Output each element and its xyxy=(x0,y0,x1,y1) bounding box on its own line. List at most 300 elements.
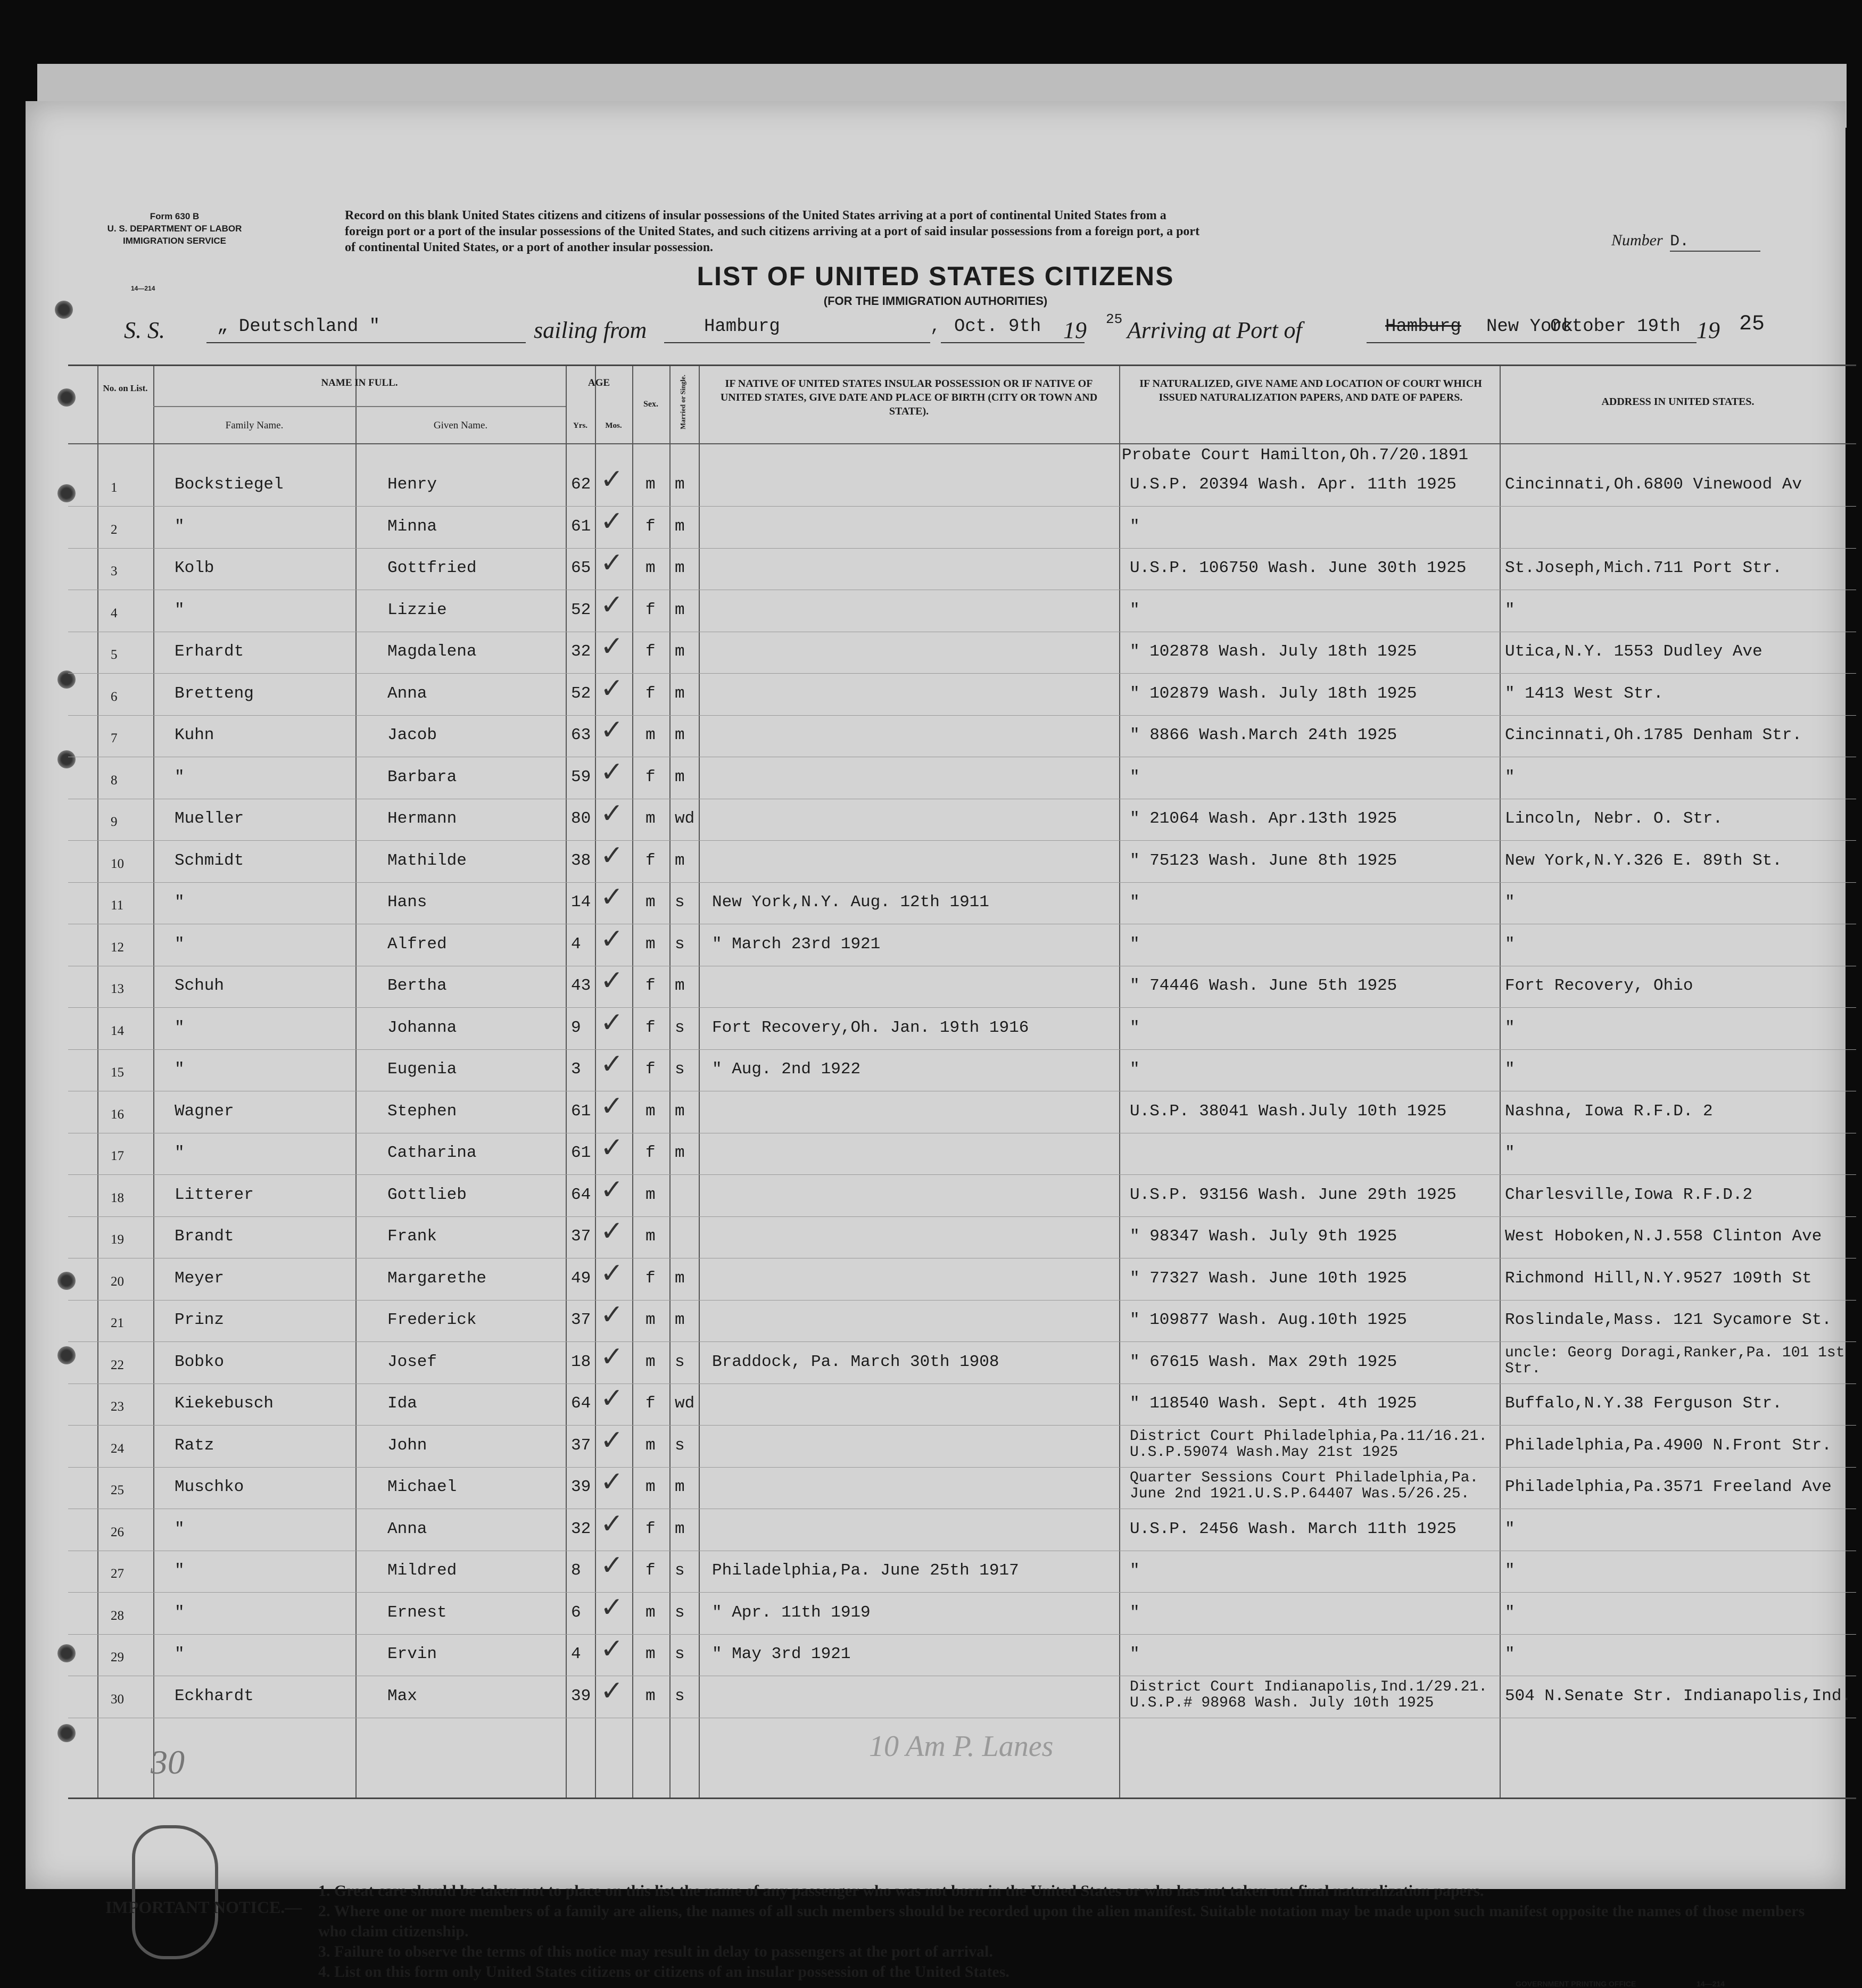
check-mark-icon: ✓ xyxy=(600,1466,624,1498)
us-address: " xyxy=(1505,1645,1515,1663)
given-name: Mathilde xyxy=(387,851,467,870)
us-address: Cincinnati,Oh.6800 Vinewood Av xyxy=(1505,475,1802,494)
notice-item: 3. Failure to observe the terms of this notice may result in delay to passengers at the port of arrival. xyxy=(318,1943,993,1960)
notice-heading: IMPORTANT NOTICE.— xyxy=(105,1898,302,1917)
given-name: Minna xyxy=(387,517,437,536)
row-number: 12 xyxy=(111,940,124,955)
arriving-label: Arriving at Port of xyxy=(1127,317,1302,343)
marital-status: s xyxy=(675,1060,685,1079)
table-row xyxy=(68,465,1856,507)
handwritten-note: 10 Am P. Lanes xyxy=(869,1730,1054,1763)
form-number: Form 630 B xyxy=(150,211,200,221)
family-name: Kolb xyxy=(175,559,214,577)
marital-status: wd xyxy=(675,1394,695,1413)
pre-row-note: Probate Court Hamilton,Oh.7/20.1891 xyxy=(1122,446,1469,465)
header-address: ADDRESS IN UNITED STATES. xyxy=(1601,396,1755,408)
check-mark-icon: ✓ xyxy=(600,505,624,537)
us-address: 504 N.Senate Str. Indianapolis,Ind. xyxy=(1505,1686,1852,1705)
naturalization: " 74446 Wash. June 5th 1925 xyxy=(1130,976,1397,995)
row-number: 6 xyxy=(111,689,118,704)
table-row xyxy=(68,1258,1856,1301)
given-name: Hans xyxy=(387,893,427,912)
table-row xyxy=(68,1216,1856,1258)
sex: m xyxy=(646,475,656,494)
sex: f xyxy=(646,976,656,995)
given-name: Anna xyxy=(387,1519,427,1538)
sex: m xyxy=(646,1645,656,1663)
sex: m xyxy=(646,1603,656,1622)
year-from: 25 xyxy=(1106,311,1123,327)
printer-imprint: GOVERNMENT PRINTING OFFICE xyxy=(1516,1979,1636,1988)
family-name: Erhardt xyxy=(175,642,244,661)
row-number: 21 xyxy=(111,1316,124,1330)
age-years: 80 xyxy=(571,809,591,828)
age-years: 4 xyxy=(571,934,581,954)
sex: f xyxy=(646,1561,656,1580)
naturalization: U.S.P. 106750 Wash. June 30th 1925 xyxy=(1130,559,1467,577)
check-mark-icon: ✓ xyxy=(600,463,624,495)
check-mark-icon: ✓ xyxy=(600,756,624,788)
struck-port: Hamburg xyxy=(1385,317,1461,337)
check-mark-icon: ✓ xyxy=(600,589,624,621)
check-mark-icon: ✓ xyxy=(600,1048,624,1080)
naturalization: " xyxy=(1130,600,1140,619)
age-years: 61 xyxy=(571,517,591,536)
passenger-table xyxy=(68,365,1856,1799)
us-address: Utica,N.Y. 1553 Dudley Ave xyxy=(1505,642,1762,661)
marital-status: m xyxy=(675,559,685,577)
us-address: Nashna, Iowa R.F.D. 2 xyxy=(1505,1101,1713,1121)
us-address: " xyxy=(1505,1519,1515,1538)
comma: , xyxy=(930,317,941,336)
age-years: 37 xyxy=(571,1311,591,1329)
table-row xyxy=(68,674,1856,716)
naturalization: " 118540 Wash. Sept. 4th 1925 xyxy=(1130,1394,1417,1413)
row-number: 24 xyxy=(111,1441,124,1456)
check-mark-icon: ✓ xyxy=(600,1215,624,1247)
table-row xyxy=(68,882,1856,924)
rule xyxy=(206,342,526,343)
family-name: Bobko xyxy=(175,1352,225,1371)
marital-status: m xyxy=(675,642,685,661)
family-name: Meyer xyxy=(175,1269,225,1288)
family-name: " xyxy=(175,1645,185,1663)
port-to: New York xyxy=(1486,317,1574,337)
age-years: 61 xyxy=(571,1101,591,1121)
row-number: 22 xyxy=(111,1357,124,1372)
table-row xyxy=(68,841,1856,883)
given-name: John xyxy=(387,1436,427,1455)
us-address: St.Joseph,Mich.711 Port Str. xyxy=(1505,559,1782,577)
family-name: Litterer xyxy=(175,1185,254,1204)
row-number: 15 xyxy=(111,1065,124,1080)
ship-name: „ Deutschland " xyxy=(217,317,380,337)
age-years: 4 xyxy=(571,1645,581,1663)
given-name: Frank xyxy=(387,1227,437,1246)
given-name: Mildred xyxy=(387,1561,457,1580)
page-subtitle: (FOR THE IMMIGRATION AUTHORITIES) xyxy=(823,294,1048,308)
sex: m xyxy=(646,809,656,828)
check-mark-icon: ✓ xyxy=(600,672,624,705)
marital-status: s xyxy=(675,1645,685,1663)
birth-place-date: New York,N.Y. Aug. 12th 1911 xyxy=(712,893,989,912)
check-mark-icon: ✓ xyxy=(600,714,624,746)
age-years: 59 xyxy=(571,767,591,786)
us-address: " xyxy=(1505,1060,1515,1079)
family-name: Muschko xyxy=(175,1478,244,1496)
marital-status: s xyxy=(675,1352,685,1371)
sex: m xyxy=(646,893,656,912)
marital-status: s xyxy=(675,893,685,912)
department: U. S. DEPARTMENT OF LABOR xyxy=(107,223,242,234)
age-years: 32 xyxy=(571,1519,591,1538)
given-name: Stephen xyxy=(387,1101,457,1121)
row-number: 16 xyxy=(111,1107,124,1122)
ss-label: S. S. xyxy=(124,317,165,343)
header-birth: IF NATIVE OF UNITED STATES INSULAR POSSESSION OR IF NATIVE OF UNITED STATES, GIVE DATE AND PLACE OF BIRTH (CITY OR TOWN AND STATE). xyxy=(720,378,1098,417)
sex: f xyxy=(646,600,656,619)
table-row xyxy=(68,632,1856,674)
us-address: " xyxy=(1505,934,1515,954)
notice-item: 2. Where one or more members of a family are aliens, the names of all such members should be recorded upon the alien manifest. Suitable notation may be made upon such manifest opposite the names of those members who claim citizenship. xyxy=(318,1902,1805,1940)
check-mark-icon: ✓ xyxy=(600,798,624,830)
birth-place-date: Fort Recovery,Oh. Jan. 19th 1916 xyxy=(712,1018,1029,1037)
row-number: 25 xyxy=(111,1483,124,1497)
marital-status: s xyxy=(675,1603,685,1622)
sex: m xyxy=(646,1227,656,1246)
check-mark-icon: ✓ xyxy=(600,1675,624,1707)
sex: f xyxy=(646,1394,656,1413)
naturalization: " 102879 Wash. July 18th 1925 xyxy=(1130,684,1417,703)
sex: m xyxy=(646,1185,656,1204)
naturalization: " 102878 Wash. July 18th 1925 xyxy=(1130,642,1417,661)
naturalization: U.S.P. 2456 Wash. March 11th 1925 xyxy=(1130,1519,1457,1538)
marital-status: m xyxy=(675,517,685,536)
family-name: Eckhardt xyxy=(175,1686,254,1705)
sex: m xyxy=(646,934,656,954)
us-address: Philadelphia,Pa.3571 Freeland Ave xyxy=(1505,1478,1832,1496)
table-row xyxy=(68,966,1856,1008)
naturalization: " xyxy=(1130,1060,1140,1079)
naturalization: " 75123 Wash. June 8th 1925 xyxy=(1130,851,1397,870)
row-number: 20 xyxy=(111,1274,124,1289)
birth-place-date: " March 23rd 1921 xyxy=(712,934,881,954)
table-row xyxy=(68,1551,1856,1593)
birth-place-date: " Aug. 2nd 1922 xyxy=(712,1060,861,1079)
us-address: Cincinnati,Oh.1785 Denham Str. xyxy=(1505,726,1802,744)
row-number: 5 xyxy=(111,648,118,662)
sex: m xyxy=(646,559,656,577)
naturalization: " xyxy=(1130,1561,1140,1580)
marital-status: m xyxy=(675,684,685,703)
row-number: 11 xyxy=(111,898,124,913)
naturalization: " xyxy=(1130,934,1140,954)
header-given: Given Name. xyxy=(433,420,488,431)
us-address: Lincoln, Nebr. O. Str. xyxy=(1505,809,1723,828)
marital-status: m xyxy=(675,1144,685,1162)
marital-status: wd xyxy=(675,809,695,828)
sex: f xyxy=(646,1519,656,1538)
table-row xyxy=(68,1091,1856,1133)
sex: f xyxy=(646,642,656,661)
check-mark-icon: ✓ xyxy=(600,1507,624,1540)
naturalization: " 8866 Wash.March 24th 1925 xyxy=(1130,726,1397,744)
naturalization: " xyxy=(1130,1018,1140,1037)
date-from: Oct. 9th xyxy=(954,317,1041,337)
us-address: " xyxy=(1505,1561,1515,1580)
header-naturalized: IF NATURALIZED, GIVE NAME AND LOCATION OF COURT WHICH ISSUED NATURALIZATION PAPERS, AND DATE OF PAPERS. xyxy=(1139,378,1482,403)
check-mark-icon: ✓ xyxy=(600,1132,624,1164)
row-number: 29 xyxy=(111,1650,124,1664)
us-address: Roslindale,Mass. 121 Sycamore St. xyxy=(1505,1311,1832,1329)
sex: f xyxy=(646,1269,656,1288)
naturalization: " 21064 Wash. Apr.13th 1925 xyxy=(1130,809,1397,828)
manifest-sheet xyxy=(26,101,1852,1988)
check-mark-icon: ✓ xyxy=(600,1006,624,1039)
table-row xyxy=(68,924,1856,966)
marital-status: m xyxy=(675,767,685,786)
check-mark-icon: ✓ xyxy=(600,631,624,662)
row-number: 18 xyxy=(111,1190,124,1205)
family-name: Mueller xyxy=(175,809,244,828)
age-years: 32 xyxy=(571,642,591,661)
row-number: 27 xyxy=(111,1567,124,1581)
age-years: 39 xyxy=(571,1478,591,1496)
given-name: Catharina xyxy=(387,1144,477,1162)
age-years: 65 xyxy=(571,559,591,577)
us-address: Fort Recovery, Ohio xyxy=(1505,976,1693,995)
marital-status: m xyxy=(675,600,685,619)
age-years: 52 xyxy=(571,600,591,619)
header-sex: Sex. xyxy=(643,400,658,409)
sex: m xyxy=(646,1101,656,1121)
row-number: 7 xyxy=(111,731,118,746)
naturalization: " xyxy=(1130,767,1140,786)
us-address: " xyxy=(1505,600,1515,619)
given-name: Alfred xyxy=(387,934,447,954)
row-number: 14 xyxy=(111,1023,124,1038)
rule xyxy=(1547,342,1697,343)
age-years: 14 xyxy=(571,893,591,912)
row-number: 3 xyxy=(111,564,118,578)
marital-status: m xyxy=(675,1478,685,1496)
age-years: 64 xyxy=(571,1394,591,1413)
sex: m xyxy=(646,1352,656,1371)
header-age: AGE xyxy=(587,377,610,388)
family-name: " xyxy=(175,1018,185,1037)
us-address: " xyxy=(1505,1144,1515,1162)
table-row xyxy=(68,1342,1856,1384)
given-name: Lizzie xyxy=(387,600,447,619)
record-line: of continental United States, or a port of another insular possession. xyxy=(345,241,714,254)
naturalization: " 98347 Wash. July 9th 1925 xyxy=(1130,1227,1397,1246)
us-address: " xyxy=(1505,1018,1515,1037)
sex: f xyxy=(646,767,656,786)
table-row xyxy=(68,1593,1856,1635)
naturalization: U.S.P. 93156 Wash. June 29th 1925 xyxy=(1130,1185,1457,1204)
sex: m xyxy=(646,1311,656,1329)
form-identity xyxy=(84,210,265,247)
number-field xyxy=(1611,231,1760,252)
family-name: " xyxy=(175,1060,185,1079)
given-name: Bertha xyxy=(387,976,447,995)
table-row xyxy=(68,1384,1856,1426)
us-address: Buffalo,N.Y.38 Ferguson Str. xyxy=(1505,1394,1782,1413)
number-value: D. xyxy=(1670,233,1760,252)
table-row xyxy=(68,1300,1856,1342)
sailing-label: sailing from xyxy=(534,317,647,343)
us-address: New York,N.Y.326 E. 89th St. xyxy=(1505,851,1782,870)
marital-status: m xyxy=(675,851,685,870)
sex: f xyxy=(646,684,656,703)
sex: f xyxy=(646,1144,656,1162)
row-number: 28 xyxy=(111,1608,124,1623)
age-years: 64 xyxy=(571,1185,591,1204)
sex: m xyxy=(646,1478,656,1496)
family-name: Schuh xyxy=(175,976,225,995)
given-name: Ervin xyxy=(387,1645,437,1663)
naturalization: " 77327 Wash. June 10th 1925 xyxy=(1130,1269,1407,1288)
header-no: No. on List. xyxy=(103,383,148,393)
check-mark-icon: ✓ xyxy=(600,1382,624,1414)
row-number: 19 xyxy=(111,1232,124,1247)
us-address: uncle: Georg Doragi,Ranker,Pa. 101 1st Str. xyxy=(1505,1344,1845,1377)
row-number: 13 xyxy=(111,982,124,996)
given-name: Eugenia xyxy=(387,1060,457,1079)
given-name: Barbara xyxy=(387,767,457,786)
age-years: 63 xyxy=(571,726,591,744)
age-years: 37 xyxy=(571,1227,591,1246)
marital-status: m xyxy=(675,976,685,995)
age-years: 18 xyxy=(571,1352,591,1371)
notice-item: 4. List on this form only United States citizens or citizens of an insular possession of the United States. xyxy=(318,1963,1009,1981)
handwritten-total: 30 xyxy=(151,1743,185,1781)
footer-code: 14—214 xyxy=(1697,1979,1725,1988)
check-mark-icon: ✓ xyxy=(600,1424,624,1456)
table-row xyxy=(68,799,1856,841)
row-number: 26 xyxy=(111,1525,124,1539)
table-row xyxy=(68,1634,1856,1676)
header-yrs: Yrs. xyxy=(573,421,588,430)
sex: f xyxy=(646,851,656,870)
check-mark-icon: ✓ xyxy=(600,1090,624,1122)
check-mark-icon: ✓ xyxy=(600,923,624,955)
naturalization: " xyxy=(1130,893,1140,912)
age-years: 6 xyxy=(571,1603,581,1622)
year-prefix: 19 xyxy=(1697,317,1720,343)
row-number: 8 xyxy=(111,773,118,788)
naturalization: " xyxy=(1130,517,1140,536)
page-title: LIST OF UNITED STATES CITIZENS xyxy=(697,261,1174,291)
us-address: " xyxy=(1505,1603,1515,1622)
given-name: Frederick xyxy=(387,1311,477,1329)
family-name: Ratz xyxy=(175,1436,214,1455)
table-row xyxy=(68,1133,1856,1175)
marital-status: m xyxy=(675,1519,685,1538)
marital-status: m xyxy=(675,1269,685,1288)
marital-status: s xyxy=(675,1561,685,1580)
table-row xyxy=(68,548,1856,590)
family-name: Kuhn xyxy=(175,726,214,744)
sex: f xyxy=(646,1018,656,1037)
given-name: Michael xyxy=(387,1478,457,1496)
us-address: " xyxy=(1505,893,1515,912)
family-name: Prinz xyxy=(175,1311,225,1329)
us-address: " xyxy=(1505,767,1515,786)
birth-place-date: " Apr. 11th 1919 xyxy=(712,1603,871,1622)
check-mark-icon: ✓ xyxy=(600,1340,624,1373)
row-number: 1 xyxy=(111,481,118,495)
given-name: Josef xyxy=(387,1352,437,1371)
age-years: 37 xyxy=(571,1436,591,1455)
given-name: Magdalena xyxy=(387,642,477,661)
marital-status: m xyxy=(675,726,685,744)
family-name: " xyxy=(175,1561,185,1580)
naturalization: " xyxy=(1130,1645,1140,1663)
family-name: " xyxy=(175,893,185,912)
family-name: Bretteng xyxy=(175,684,254,703)
age-years: 3 xyxy=(571,1060,581,1079)
form-code: 14—214 xyxy=(131,285,155,292)
given-name: Max xyxy=(387,1686,417,1705)
record-line: foreign port or a port of the insular possessions of the United States, and such citizens arriving at a port of said insular possessions from a foreign port, a port xyxy=(345,225,1200,238)
check-mark-icon: ✓ xyxy=(600,839,624,872)
given-name: Johanna xyxy=(387,1018,457,1037)
handwritten-d-mark xyxy=(132,1825,218,1959)
family-name: Schmidt xyxy=(175,851,244,870)
naturalization: Quarter Sessions Court Philadelphia,Pa. June 2nd 1921.U.S.P.64407 Was.5/26.25. xyxy=(1130,1470,1479,1502)
birth-place-date: Braddock, Pa. March 30th 1908 xyxy=(712,1352,999,1371)
family-name: Brandt xyxy=(175,1227,234,1246)
age-years: 49 xyxy=(571,1269,591,1288)
row-number: 17 xyxy=(111,1149,124,1163)
age-years: 8 xyxy=(571,1561,581,1580)
row-number: 23 xyxy=(111,1399,124,1414)
family-name: " xyxy=(175,1519,185,1538)
header-married: Married or Single. xyxy=(678,375,687,429)
check-mark-icon: ✓ xyxy=(600,881,624,913)
table-row xyxy=(68,1676,1856,1718)
age-years: 38 xyxy=(571,851,591,870)
marital-status: m xyxy=(675,1311,685,1329)
family-name: Kiekebusch xyxy=(175,1394,274,1413)
table-row xyxy=(68,590,1856,632)
check-mark-icon: ✓ xyxy=(600,547,624,579)
service: IMMIGRATION SERVICE xyxy=(123,236,226,246)
given-name: Margarethe xyxy=(387,1269,487,1288)
marital-status: m xyxy=(675,1101,685,1121)
age-years: 39 xyxy=(571,1686,591,1705)
birth-place-date: " May 3rd 1921 xyxy=(712,1645,851,1663)
given-name: Gottlieb xyxy=(387,1185,467,1204)
given-name: Hermann xyxy=(387,809,457,828)
given-name: Jacob xyxy=(387,726,437,744)
marital-status: s xyxy=(675,1686,685,1705)
header-mos: Mos. xyxy=(605,421,622,430)
age-years: 61 xyxy=(571,1144,591,1162)
family-name: " xyxy=(175,517,185,536)
row-number: 30 xyxy=(111,1692,124,1707)
row-number: 2 xyxy=(111,522,118,537)
date-to: October 19th xyxy=(1550,317,1681,337)
family-name: " xyxy=(175,1144,185,1162)
notice-item: 1. Great care should be taken not to place on this list the name of any passenger who was not born in the United States or who has not taken out final naturalization papers. xyxy=(318,1882,1484,1900)
given-name: Gottfried xyxy=(387,559,477,577)
age-years: 43 xyxy=(571,976,591,995)
us-address: Richmond Hill,N.Y.9527 109th St xyxy=(1505,1269,1812,1288)
naturalization: District Court Indianapolis,Ind.1/29.21. U.S.P.# 98968 Wash. July 10th 1925 xyxy=(1130,1678,1488,1711)
row-number: 9 xyxy=(111,815,118,829)
